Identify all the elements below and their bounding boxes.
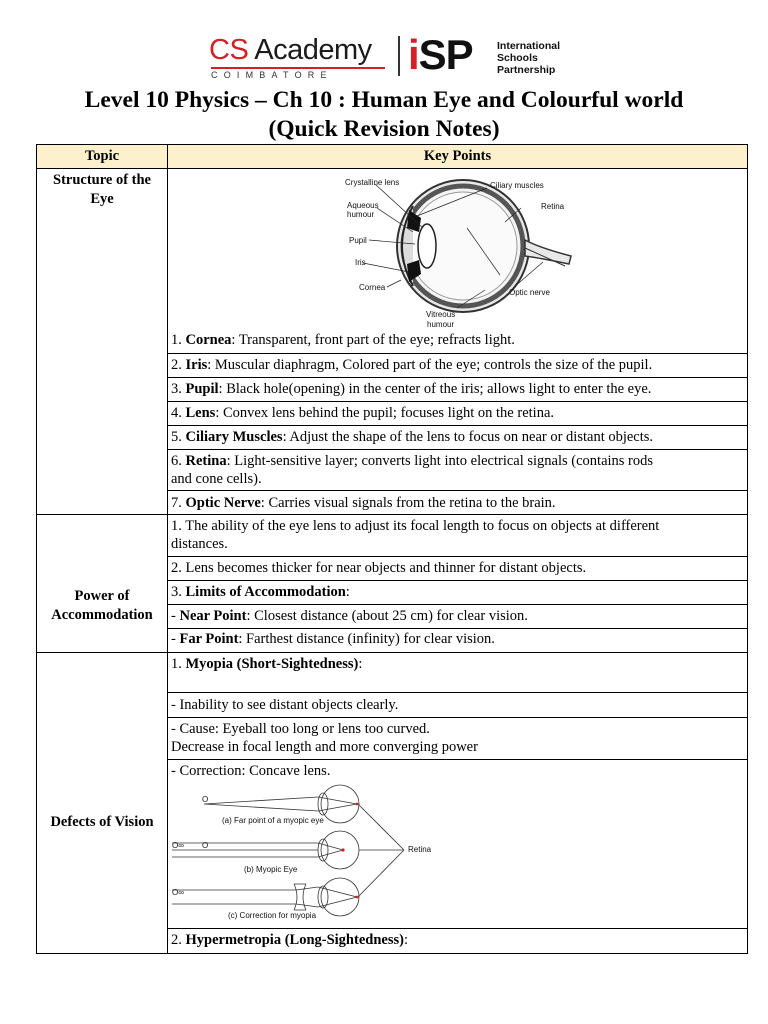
concave-lens-shape (294, 884, 306, 910)
logo-underline (211, 67, 385, 69)
power-point-3: 3. Limits of Accommodation: (171, 584, 350, 600)
defects-point-inability: - Inability to see distant objects clearly. (171, 697, 399, 713)
label-infinity-c: O∞ (172, 888, 184, 897)
label-aqueous-line2: humour (347, 210, 375, 219)
isp-logo-sp: SP (418, 31, 473, 78)
logo-cs-prefix: CS (209, 34, 249, 66)
structure-point-2: 2. Iris: Muscular diaphragm, Colored part of the eye; controls the size of the pupil. (171, 357, 653, 373)
topic-structure-of-eye: Structure of the Eye (53, 172, 151, 207)
isp-logo (408, 33, 473, 77)
defects-point-hypermetropia: 2. Hypermetropia (Long-Sightedness): (171, 932, 408, 948)
label-retina-pointer: Retina (408, 845, 432, 854)
structure-point-7: 7. Optic Nerve: Carries visual signals from the retina to the brain. (171, 495, 556, 511)
column-header-key-points: Key Points (423, 148, 492, 164)
isp-name (497, 40, 560, 76)
structure-point-4: 4. Lens: Convex lens behind the pupil; focuses light on the retina. (171, 405, 555, 421)
caption-c: (c) Correction for myopia (228, 911, 317, 920)
isp-name-line3: Partnership (497, 64, 556, 76)
eye-c-outline (321, 878, 359, 916)
power-point-far: - Far Point: Farthest distance (infinity) for clear vision. (171, 631, 495, 647)
logo-cs-rest: Academy (248, 34, 372, 66)
power-point-1-line2: distances. (171, 536, 228, 552)
label-cornea: Cornea (359, 283, 386, 292)
eye-b-outline (321, 831, 359, 869)
label-iris: Iris (355, 258, 366, 267)
label-ciliary-muscles: Ciliary muscles (490, 181, 544, 190)
structure-point-3: 3. Pupil: Black hole(opening) in the center of the iris; allows light to enter the eye. (171, 381, 652, 397)
defects-point-myopia: 1. Myopia (Short-Sightedness): (171, 656, 363, 672)
label-far-point-b: O (202, 841, 209, 850)
logo-city: COIMBATORE (211, 70, 333, 80)
logo-divider (398, 36, 400, 76)
topic-defects-of-vision: Defects of Vision (50, 814, 154, 830)
power-point-2: 2. Lens becomes thicker for near objects and thinner for distant objects. (171, 560, 587, 576)
label-vitreous-line1: Vitreous (426, 310, 456, 319)
page-subtitle: (Quick Revision Notes) (268, 116, 500, 142)
defects-point-cause-line1: - Cause: Eyeball too long or lens too curved. (171, 721, 430, 737)
column-header-topic: Topic (84, 148, 120, 164)
caption-b: (b) Myopic Eye (244, 865, 298, 874)
isp-logo-i: i (408, 31, 419, 78)
optic-nerve-shape (525, 240, 571, 264)
cs-academy-logo (209, 34, 387, 80)
structure-point-5: 5. Ciliary Muscles: Adjust the shape of the lens to focus on near or distant objects. (171, 429, 654, 445)
label-far-point-a: O (202, 795, 209, 804)
structure-point-1: 1. Cornea: Transparent, front part of the eye; refracts light. (171, 332, 515, 348)
isp-name-line1: International (497, 40, 561, 52)
label-retina: Retina (541, 202, 565, 211)
eye-a-outline (321, 785, 359, 823)
crystalline-lens-shape (418, 224, 436, 268)
topic-power-of-accommodation: Power of Accommodation (51, 588, 153, 623)
label-aqueous-line1: Aqueous (347, 201, 379, 210)
human-eye-diagram (335, 170, 585, 330)
power-point-1-line1: 1. The ability of the eye lens to adjust its focal length to focus on objects at different (171, 518, 660, 534)
defects-point-cause-line2: Decrease in focal length and more converging power (171, 739, 478, 755)
label-pupil: Pupil (349, 236, 367, 245)
label-infinity-b: O∞ (172, 841, 184, 850)
caption-a: (a) Far point of a myopic eye (222, 816, 324, 825)
myopia-ray-diagram (168, 780, 468, 925)
defects-point-correction: - Correction: Concave lens. (171, 763, 331, 779)
page-title: Level 10 Physics – Ch 10 : Human Eye and Colourful world (84, 87, 684, 113)
label-vitreous-line2: humour (427, 320, 455, 329)
isp-name-line2: Schools (497, 52, 538, 64)
label-crystalline-lens: Crystalline lens (345, 178, 400, 187)
power-point-near: - Near Point: Closest distance (about 25 cm) for clear vision. (171, 608, 528, 624)
label-optic-nerve: Optic nerve (509, 288, 550, 297)
structure-point-6: 6. Retina: Light-sensitive layer; converts light into electrical signals (contains rods (171, 453, 654, 469)
structure-point-6-continued: and cone cells). (171, 471, 262, 487)
